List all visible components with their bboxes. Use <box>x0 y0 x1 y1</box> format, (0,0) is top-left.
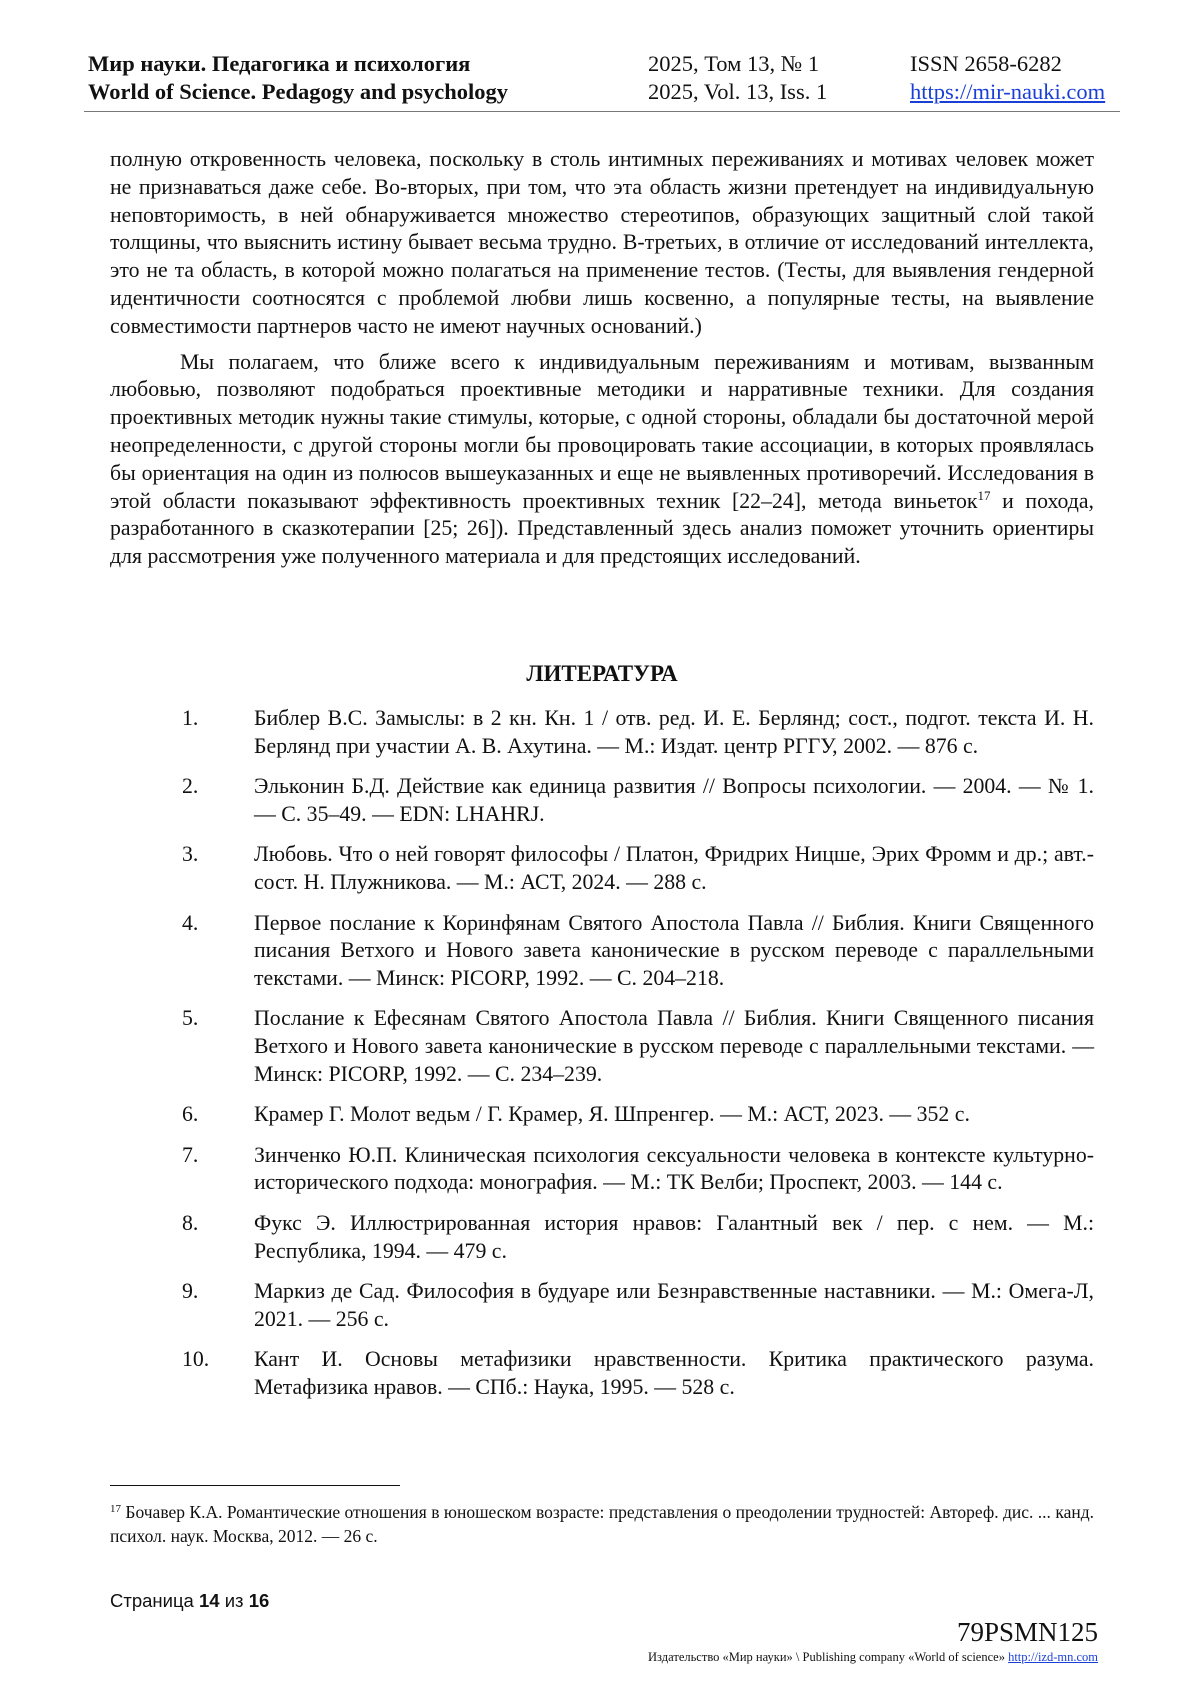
journal-header <box>88 50 1118 110</box>
footnote-ref-17[interactable]: 17 <box>977 487 991 503</box>
body-paragraph-1: полную откровенность человека, поскольку в столь интимных переживаниях и мотивах человек может не признаваться даже себе. Во-вторых, при том, что эта область жизни претендует на индивидуальную неповторимость, в ней обнаруживается множество стереотипов, образующих защитный слой такой толщины, что выяснить истину бывает весьма трудно. В-третьих, в отличие от исследований интеллекта, это не та область, в которой можно полагаться на применение тестов. (Тесты, для выявления гендерной идентичности соотносятся с проблемой любви лишь косвенно, а популярные тесты, на выявление совместимости партнеров часто не имеют научных оснований.) <box>110 147 1094 338</box>
reference-number: 10. <box>182 1347 210 1372</box>
reference-number: 9. <box>182 1279 199 1304</box>
reference-item <box>110 1210 1094 1265</box>
paragraph-2-text-a: Мы полагаем, что ближе всего к индивидуальным переживаниям и мотивам, вызванным любовью, позволяют подобраться проективные методики и нарративные техники. Для создания проективных методик нужны такие стимулы, которые, с одной стороны, обладали бы достаточной мерой неопределенности, с другой стороны могли бы провоцировать такие ассоциации, в которых проявлялась бы ориентация на один из полюсов вышеуказанных и еще не выявленных противоречий. Исследования в этой области показывают эффективность проективных техник [22–24], метода виньеток <box>110 349 1094 513</box>
footnote-divider <box>110 1485 400 1486</box>
page-current: 14 <box>199 1590 220 1611</box>
reference-text: Первое послание к Коринфянам Святого Апостола Павла // Библия. Книги Священного писания Ветхого и Нового завета канонические в русском переводе с параллельными текстами. — Минск: PICORP, 1992. — С. 204–218. <box>254 910 1094 990</box>
footnote-17 <box>110 1500 1094 1548</box>
footnote-text: Бочавер К.А. Романтические отношения в юношеском возрасте: представления о преодолении трудностей: Автореф. дис. ... канд. психол. наук. Москва, 2012. — 26 с. <box>110 1502 1094 1546</box>
reference-item <box>110 841 1094 896</box>
paragraph-2-text-b: и похода, разработанного в сказкотерапии [25; 26]). Представленный здесь анализ поможет уточнить ориентиры для рассмотрения уже полученного материала и для предстоящих исследований. <box>110 488 1094 569</box>
reference-number: 7. <box>182 1142 199 1167</box>
reference-number: 5. <box>182 1006 199 1031</box>
reference-item <box>110 1278 1094 1333</box>
reference-text: Зинченко Ю.П. Клиническая психология сексуальности человека в контексте культурно-исторического подхода: монография. — М.: ТК Велби; Проспект, 2003. — 144 с. <box>254 1142 1094 1195</box>
reference-text: Маркиз де Сад. Философия в будуаре или Безнравственные наставники. — М.: Омега-Л, 2021. — 256 с. <box>254 1279 1094 1331</box>
publisher-line <box>648 1650 1098 1665</box>
reference-number: 6. <box>182 1102 199 1127</box>
reference-text: Любовь. Что о ней говорят философы / Платон, Фридрих Ницше, Эрих Фромм и др.; авт.-сост. Н. Плужникова. — М.: АСТ, 2024. — 288 с. <box>254 842 1094 894</box>
literature-heading: ЛИТЕРАТУРА <box>526 661 678 686</box>
reference-number: 1. <box>182 706 199 730</box>
reference-text: Фукс Э. Иллюстрированная история нравов: Галантный век / пер. с нем. — М.: Республика, 1994. — 479 с. <box>254 1210 1094 1263</box>
reference-text: Послание к Ефесянам Святого Апостола Павла // Библия. Книги Священного писания Ветхого и Нового завета канонические в русском переводе с параллельными текстами. — Минск: PICORP, 1992. — С. 234–239. <box>254 1006 1094 1086</box>
issn: ISSN 2658-6282 <box>910 51 1062 76</box>
reference-item <box>110 1005 1094 1088</box>
footnote-marker: 17 <box>110 1503 121 1515</box>
reference-number: 2. <box>182 774 199 799</box>
issn-block <box>910 50 1105 106</box>
page-word: Страница <box>110 1590 194 1611</box>
reference-item <box>110 1346 1094 1401</box>
journal-title-en: World of Science. Pedagogy and psychology <box>88 79 509 104</box>
reference-text: Библер В.С. Замыслы: в 2 кн. Кн. 1 / отв. ред. И. Е. Берлянд; сост., подгот. текста И. Н. Берлянд при участии А. В. Ахутина. — М.: Издат. центр РГГУ, 2002. — 876 с. <box>254 706 1094 758</box>
publisher-text: Издательство «Мир науки» \ Publishing company «World of science» <box>648 1650 1009 1664</box>
reference-text: Крамер Г. Молот ведьм / Г. Крамер, Я. Шпренгер. — М.: АСТ, 2023. — 352 с. <box>254 1102 970 1127</box>
reference-list <box>110 705 1094 1414</box>
issue-info <box>648 50 827 106</box>
reference-item <box>110 773 1094 828</box>
publisher-url-link[interactable]: http://izd-mn.com <box>1008 1650 1098 1664</box>
reference-item <box>110 1142 1094 1197</box>
page-of: из <box>224 1590 244 1611</box>
reference-item <box>110 1101 1094 1129</box>
issue-ru: 2025, Том 13, № 1 <box>648 51 820 76</box>
header-divider <box>84 111 1120 112</box>
journal-url-link[interactable]: https://mir-nauki.com <box>910 79 1106 104</box>
journal-title <box>88 50 508 106</box>
reference-number: 4. <box>182 910 199 935</box>
journal-title-ru: Мир науки. Педагогика и психология <box>88 51 471 76</box>
reference-text: Эльконин Б.Д. Действие как единица развития // Вопросы психологии. — 2004. — № 1. — С. 35–49. — EDN: LHAHRJ. <box>254 774 1094 826</box>
issue-en: 2025, Vol. 13, Iss. 1 <box>648 79 828 104</box>
article-body <box>110 146 1094 571</box>
reference-number: 8. <box>182 1210 199 1235</box>
article-code: 79PSMN125 <box>956 1617 1098 1647</box>
page-total: 16 <box>248 1590 270 1611</box>
reference-text: Кант И. Основы метафизики нравственности. Критика практического разума. Метафизика нравов. — СПб.: Наука, 1995. — 528 с. <box>254 1347 1094 1399</box>
reference-item <box>110 705 1094 760</box>
body-paragraph-2 <box>110 349 1094 571</box>
reference-number: 3. <box>182 842 199 867</box>
reference-item <box>110 910 1094 993</box>
page-number <box>110 1590 269 1612</box>
